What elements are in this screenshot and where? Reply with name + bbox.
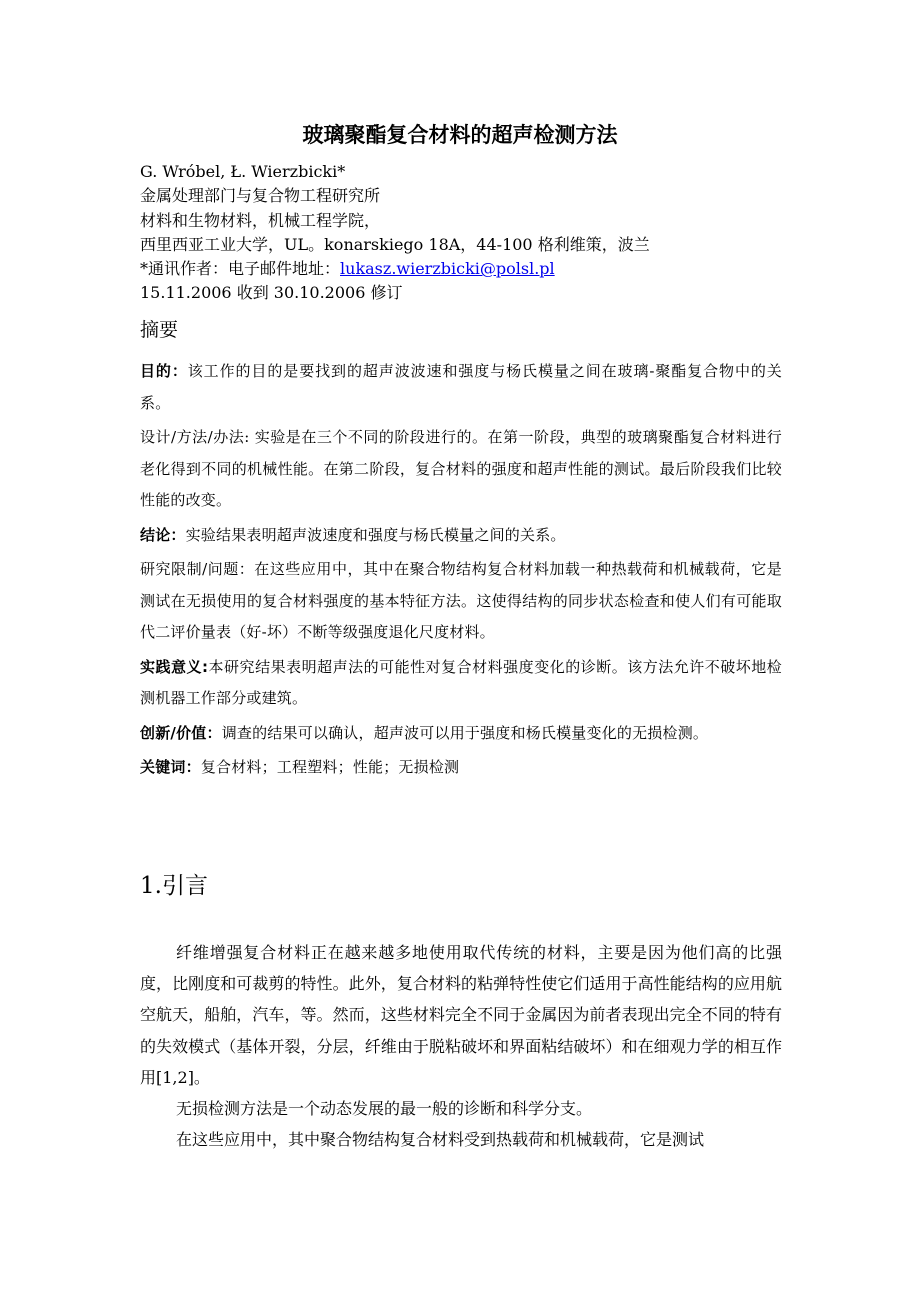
received-revised-dates: 15.11.2006 收到 30.10.2006 修订 bbox=[140, 283, 403, 303]
abstract-originality bbox=[140, 718, 782, 750]
affiliation-line: 材料和生物材料，机械工程学院， bbox=[140, 210, 381, 230]
intro-paragraph: 在这些应用中，其中聚合物结构复合材料受到热载荷和机械载荷，它是测试 bbox=[176, 1130, 705, 1150]
originality-label: 创新/价值： bbox=[140, 723, 222, 742]
authors: G. Wróbel, Ł. Wierzbicki* bbox=[140, 162, 346, 181]
abstract-design bbox=[140, 422, 782, 517]
practical-text: 本研究结果表明超声法的可能性对复合材料强度变化的诊断。该方法允许不破坏地检测机器工作部分或建筑。 bbox=[140, 657, 783, 707]
paper-title: 玻璃聚酯复合材料的超声检测方法 bbox=[302, 123, 618, 147]
correspondence-prefix: *通讯作者：电子邮件地址： bbox=[140, 259, 341, 279]
abstract-keywords bbox=[140, 752, 782, 784]
intro-body bbox=[140, 937, 782, 1155]
affiliation-line: 金属处理部门与复合物工程研究所 bbox=[140, 186, 381, 206]
findings-label: 结论： bbox=[140, 525, 186, 544]
paper-metadata bbox=[140, 160, 800, 306]
practical-label: 实践意义: bbox=[140, 657, 209, 676]
originality-text: 调查的结果可以确认，超声波可以用于强度和杨氏模量变化的无损检测。 bbox=[221, 723, 709, 742]
abstract-body bbox=[140, 356, 782, 787]
keywords-text: 复合材料；工程塑料；性能；无损检测 bbox=[200, 758, 460, 776]
abstract-findings bbox=[140, 520, 782, 552]
purpose-label: 目的： bbox=[140, 362, 188, 380]
intro-paragraph: 无损检测方法是一个动态发展的最一般的诊断和科学分支。 bbox=[176, 1099, 593, 1119]
intro-paragraph: 纤维增强复合材料正在越来越多地使用取代传统的材料，主要是因为他们高的比强度，比刚度和可裁剪的特性。此外，复合材料的粘弹特性使它们适用于高性能结构的应用航空航天，船舶，汽车，等。然而，这些材料完全不同于金属因为前者表现出完全不同的特有的失效模式（基体开裂，分层，纤维由于脱粘破坏和界面粘结破坏）和在细观力学的相互作用[1,2]。 bbox=[140, 943, 782, 1087]
abstract-heading: 摘要 bbox=[140, 319, 179, 341]
abstract-practical bbox=[140, 652, 782, 715]
findings-text: 实验结果表明超声波速度和强度与杨氏模量之间的关系。 bbox=[185, 525, 566, 544]
abstract-purpose bbox=[140, 356, 782, 419]
email-link[interactable]: lukasz.wierzbicki@polsl.pl bbox=[340, 259, 555, 279]
correspondence bbox=[140, 257, 800, 281]
design-text: 设计/方法/办法: 实验是在三个不同的阶段进行的。在第一阶段，典型的玻璃聚酯复合材料进行老化得到不同的机械性能。在第二阶段，复合材料的强度和超声性能的测试。最后阶段我们比较性能的改变。 bbox=[140, 428, 782, 509]
keywords-label: 关键词： bbox=[140, 758, 201, 776]
affiliation-line: 西里西亚工业大学，UL。konarskiego 18A，44-100 格利维策，波兰 bbox=[140, 234, 650, 254]
limitations-text: 研究限制/问题：在这些应用中，其中在聚合物结构复合材料加载一种热载荷和机械载荷，它是测试在无损使用的复合材料强度的基本特征方法。这使得结构的同步状态检查和使人们有可能取代二评价量表（好-坏）不断等级强度退化尺度材料。 bbox=[140, 560, 782, 641]
abstract-limitations bbox=[140, 554, 782, 649]
purpose-text: 该工作的目的是要找到的超声波波速和强度与杨氏模量之间在玻璃-聚酯复合物中的关系。 bbox=[140, 362, 782, 412]
intro-heading: 1.引言 bbox=[140, 873, 208, 899]
